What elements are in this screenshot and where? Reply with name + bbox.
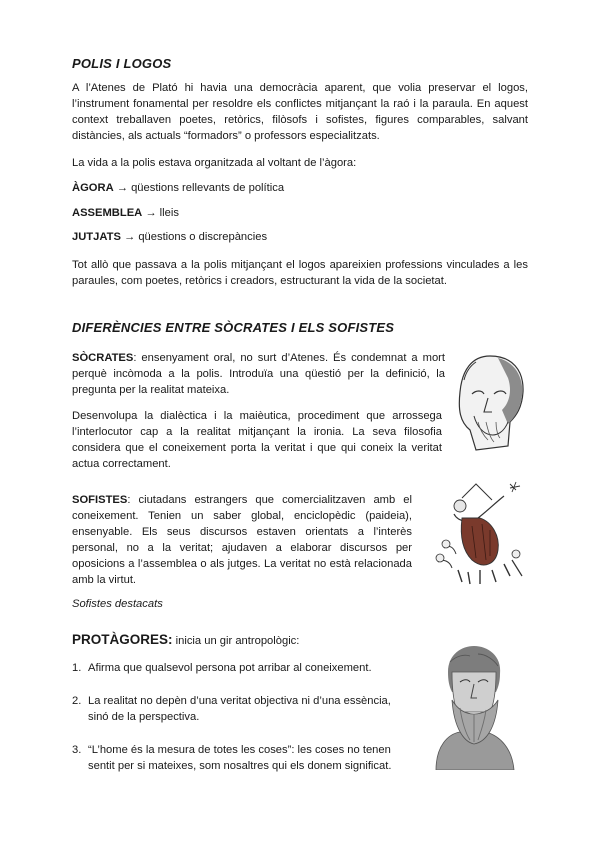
arrow-assemblea: → [145, 207, 157, 219]
term-jutjats: JUTJATS [72, 231, 121, 243]
definition-assemblea [72, 205, 528, 221]
sofistes-destacats-label [72, 596, 528, 612]
def-agora: qüestions rellevants de política [131, 182, 285, 194]
term-protagores: PROTÀGORES: [72, 632, 173, 647]
list-text: Afirma que qualsevol persona pot arribar al coneixement. [88, 662, 372, 674]
term-socrates: SÒCRATES [72, 352, 134, 364]
polis-intro-paragraph [72, 80, 528, 144]
protagores-bust-image [418, 642, 528, 770]
term-agora: ÀGORA [72, 182, 114, 194]
polis-intro-text: A l’Atenes de Plató hi havia una democràcia aparent, que volia preservar el logos, l’instrument fonamental per resoldre els conflictes mitjançant la raó i la paraula. En aquest context treballaven poetes, retòrics, filòsofs i sofistes, figures comparables, salvant distàncies, als actuals “formadors” o professors especialitzats. [72, 82, 528, 142]
socrates-bust-image [450, 350, 532, 456]
protagores-list [72, 660, 402, 774]
list-item [72, 660, 402, 676]
list-number: 3. [72, 744, 82, 756]
socrates-paragraph [72, 350, 445, 398]
socrates-text-2: Desenvolupa la dialèctica i la maièutica, procediment que arrossega l’interlocutor cap a la realitat mitjançant la ironia. La seva filosofia considera que el coneixement porta la veritat i que qui coneix la veritat actua correctament. [72, 410, 442, 470]
agora-line-text: La vida a la polis estava organitzada al voltant de l’àgora: [72, 157, 357, 169]
list-number: 2. [72, 695, 82, 707]
section-heading-polis [72, 56, 528, 72]
protagores-lead: inicia un gir antropològic: [175, 635, 300, 647]
arrow-jutjats: → [124, 231, 136, 243]
definition-jutjats [72, 229, 528, 245]
socrates-text: : ensenyament oral, no surt d’Atenes. És condemnat a mort perquè incòmoda a la polis. Introduïa una qüestió per la definició, la pregunta per la realitat mateixa. [72, 352, 445, 396]
polis-closing-paragraph [72, 257, 528, 289]
list-item [72, 742, 402, 774]
definition-agora [72, 180, 528, 196]
list-item [72, 693, 402, 725]
arrow-agora: → [116, 182, 128, 194]
def-assemblea: lleis [159, 207, 179, 219]
list-text: “L’home és la mesura de totes les coses”: les coses no tenen sentit per si mateixes, som nosaltres qui els donem significat. [88, 744, 392, 772]
heading-polis-i-logos: POLIS I LOGOS [72, 56, 172, 71]
term-assemblea: ASSEMBLEA [72, 207, 143, 219]
sofistes-text: : ciutadans estrangers que comercialitzaven amb el coneixement. Tenien un saber global, enciclopèdic (paideia), ensenyable. Els seus discursos estaven orientats a l’interès personal, no a la veritat; ajudaven a elaborar discursos per oposicions a l’assemblea o als jutges. La veritat no està relacionada amb la virtut. [72, 494, 412, 586]
term-sofistes: SOFISTES [72, 494, 128, 506]
def-jutjats: qüestions o discrepàncies [138, 231, 268, 243]
sofistes-destacats-text: Sofistes destacats [72, 598, 163, 610]
sofistes-paragraph [72, 492, 412, 588]
agora-line-paragraph [72, 155, 528, 171]
polis-closing-text: Tot allò que passava a la polis mitjançant el logos apareixien professions vinculades a les paraules, com poetes, retòrics i creadors, estructurant la vida de la societat. [72, 259, 528, 287]
list-text: La realitat no depèn d’una veritat objectiva ni d’una essència, sinó de la perspectiva. [88, 695, 391, 723]
section-heading-differences [72, 320, 528, 336]
heading-diferencies: DIFERÈNCIES ENTRE SÒCRATES I ELS SOFISTES [72, 320, 395, 335]
sofistes-illustration [432, 478, 532, 588]
list-number: 1. [72, 662, 82, 674]
